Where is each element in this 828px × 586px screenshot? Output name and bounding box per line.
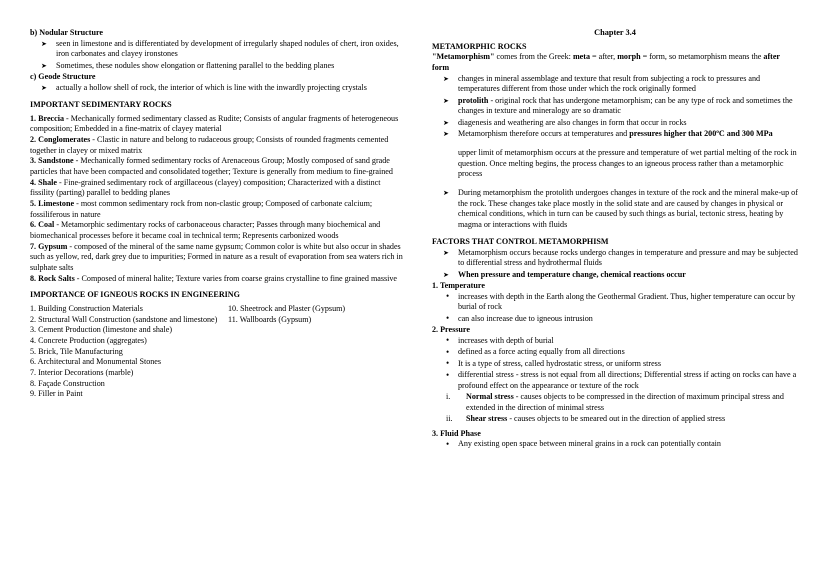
list-item: • It is a type of stress, called hydrostatic stress, or uniform stress [432, 359, 798, 370]
sed-rock-term: Sandstone [38, 156, 74, 166]
sed-rock-number: 1. [30, 113, 37, 123]
greek-meta: meta [572, 52, 591, 62]
list-item: • Any existing open space between mineral grains in a rock can potentially contain [432, 439, 798, 450]
list-item [30, 315, 406, 326]
importance-right [228, 368, 406, 379]
sed-rock-number: 2. [30, 134, 37, 144]
list-item [432, 270, 798, 281]
list-item [432, 96, 798, 117]
list-item [432, 414, 798, 425]
upper-limit-paragraph: upper limit of metamorphism occurs at the pressure and temperature of wet partial melting of the rock in question. Once melting begins, the process changes to an igneous process rather than a metamorphic process [458, 148, 797, 179]
left-column [30, 28, 406, 400]
sed-rock-item [30, 220, 406, 241]
importance-right [228, 357, 406, 368]
list-item [30, 389, 406, 400]
importance-left: 4. Concrete Production (aggregates) [30, 335, 147, 345]
list-item: ➤ Metamorphism occurs because rocks undergo changes in temperature and pressure and may be subjected to differential stress and hydrothermal fluids [432, 248, 798, 269]
pressure-bullet-list [432, 336, 798, 392]
importance-right [228, 336, 406, 347]
sed-rock-term: Rock Salts [38, 273, 75, 283]
fluid-phase-bullet-list [432, 439, 798, 450]
metamorphic-bullet-list-cont [432, 188, 798, 230]
list-item: ➤ seen in limestone and is differentiated by development of irregularly shaped nodules of chert, iron oxides, iron carbonates and clayey ironstones [30, 39, 406, 60]
sed-rock-text: - composed of the mineral of the same name gypsum; Common color is white but also occur in shades such as yellow, red, dark grey due to impurities; Formed in nature as a result of evaporation from sea waters rich in sulphate salts [30, 241, 403, 273]
importance-left: 3. Cement Production (limestone and shale) [30, 325, 173, 335]
sed-rock-term: Gypsum [38, 241, 68, 251]
protolith-term: protolith [458, 95, 489, 105]
definition-after-form: after form [432, 52, 780, 73]
list-item [432, 392, 798, 413]
nodular-structure-list [30, 39, 406, 72]
factor-heading-temperature: 1. Temperature [432, 281, 485, 291]
sed-rock-number: 6. [30, 220, 37, 230]
stress-types-list [432, 392, 798, 425]
temp-pressure-text: Metamorphism therefore occurs at temperatures and [458, 129, 630, 139]
page-title: Chapter 3.4 [594, 28, 636, 37]
definition-mid: comes from the Greek: [494, 52, 573, 62]
list-item: • increases with depth in the Earth along the Geothermal Gradient. Thus, higher temperature can occur by burial of rock [432, 292, 798, 313]
importance-left: 8. Façade Construction [30, 378, 105, 388]
list-item: • defined as a force acting equally from all directions [432, 347, 798, 358]
importance-list [30, 304, 406, 400]
importance-left: 2. Structural Wall Construction (sandstone and limestone) [30, 314, 218, 324]
sed-rock-text: - Composed of mineral halite; Texture varies from coarse grains crystalline to fine grained massive [74, 273, 398, 283]
sed-rock-item [30, 199, 406, 220]
metamorphic-rocks-heading: METAMORPHIC ROCKS [432, 41, 527, 51]
sed-rock-term: Breccia [38, 113, 65, 123]
factors-bullet-list [432, 248, 798, 281]
definition-after: = after, [590, 52, 618, 62]
list-item: ➤ During metamorphism the protolith undergoes changes in texture of the rock and the mineral make-up of the rock. These changes take place mostly in the solid state and are caused by changes in physical or chemical conditions, which in turn can be caused by such things as burial, tectonic stress, heating by magma or interactions with fluids [432, 188, 798, 230]
sed-rock-number: 8. [30, 273, 37, 283]
list-item: • differential stress - stress is not equal from all directions; Differential stress if acting on rocks can have a profound effect on the appearance or texture of the rock [432, 370, 798, 391]
geode-structure-list [30, 83, 406, 94]
sed-rock-term: Shale [38, 177, 58, 187]
list-item [30, 336, 406, 347]
list-item [30, 379, 406, 390]
importance-left: 9. Filler in Paint [30, 389, 83, 399]
sed-rock-item [30, 156, 406, 177]
sed-rock-text: - Clastic in nature and belong to rudaceous group; Consists of rounded fragments cemented together in clayey or mixed matrix [30, 134, 389, 155]
sed-rock-item [30, 135, 406, 156]
list-item: ➤ diagenesis and weathering are also changes in form that occur in rocks [432, 118, 798, 129]
greek-morph: morph [617, 52, 641, 62]
metamorphism-term: "Metamorphism" [432, 52, 495, 62]
list-item: • increases with depth of burial [432, 336, 798, 347]
important-sedimentary-rocks-heading: IMPORTANT SEDIMENTARY ROCKS [30, 100, 172, 110]
importance-left: 6. Architectural and Monumental Stones [30, 357, 162, 367]
shear-stress-term: Shear stress [466, 414, 508, 424]
importance-right [228, 347, 406, 358]
sed-rock-text: - most common sedimentary rock from non-clastic group; Composed of carbonate calcium; fossiliferous in nature [30, 198, 373, 219]
metamorphic-bullet-list [432, 74, 798, 140]
list-item [30, 368, 406, 379]
roman-numeral: i. [446, 392, 451, 402]
importance-right [228, 379, 406, 390]
sed-rock-text: - Metamorphic sedimentary rocks of carbonaceous character; Passes through many biochemical and biomechanical processes before it became coal in technical term; Represents carbonized woods [30, 220, 381, 240]
importance-left: 1. Building Construction Materials [30, 303, 143, 313]
definition-form: = form, so metamorphism means the [640, 52, 764, 62]
list-item [30, 325, 406, 336]
sed-rock-term: Limestone [38, 198, 75, 208]
sed-rock-item [30, 114, 406, 135]
list-item [30, 304, 406, 315]
protolith-text: - original rock that has undergone metamorphism; can be any type of rock and sometimes the changes in texture and mineralogy are so dramatic [458, 95, 793, 116]
importance-right: 11. Wallboards (Gypsum) [228, 314, 312, 324]
sed-rock-number: 3. [30, 156, 37, 166]
shear-stress-text: - causes objects to be smeared out in the direction of applied stress [507, 414, 726, 424]
factor-heading-pressure: 2. Pressure [432, 325, 470, 335]
sed-rock-term: Coal [38, 220, 55, 230]
sed-rock-item [30, 274, 406, 285]
importance-right: 10. Sheetrock and Plaster (Gypsum) [228, 303, 346, 313]
list-item [432, 129, 798, 140]
importance-right [228, 389, 406, 400]
importance-igneous-heading: IMPORTANCE OF IGNEOUS ROCKS IN ENGINEERING [30, 290, 240, 300]
sed-rock-text: - Mechanically formed sedimentary rocks of Arenaceous Group; Mostly composed of sand grade particles that have been compacted and consolidated together; Texture is generally from medium to fine-grained [30, 156, 393, 176]
metamorphism-definition [432, 52, 798, 73]
list-item: • can also increase due to igneous intrusion [432, 314, 798, 325]
factors-heading: FACTORS THAT CONTROL METAMORPHISM [432, 237, 609, 247]
geode-structure-heading: c) Geode Structure [30, 72, 96, 82]
sed-rock-number: 4. [30, 177, 37, 187]
sed-rock-item [30, 178, 406, 199]
importance-left: 7. Interior Decorations (marble) [30, 367, 134, 377]
list-item: ➤ actually a hollow shell of rock, the interior of which is line with the inwardly projecting crystals [30, 83, 406, 94]
nodular-structure-heading: b) Nodular Structure [30, 28, 103, 37]
sed-rock-item [30, 242, 406, 274]
sed-rock-number: 5. [30, 198, 37, 208]
sed-rock-term: Conglomerates [38, 134, 91, 144]
sed-rock-number: 7. [30, 241, 37, 251]
list-item: ➤ changes in mineral assemblage and texture that result from subjecting a rock to pressures and temperatures different from those under which the rock originally formed [432, 74, 798, 95]
roman-numeral: ii. [446, 414, 453, 424]
normal-stress-term: Normal stress [466, 392, 514, 402]
temperature-bullet-list [432, 292, 798, 325]
normal-stress-text: - causes objects to be compressed in the direction of maximum principal stress and extended in the direction of minimal stress [466, 392, 784, 412]
pressure-threshold: pressures higher that 200ºC and 300 MPa [629, 129, 773, 139]
sed-rock-text: - Fine-grained sedimentary rock of argillaceous (clayey) composition; Characterized with a distinct fissility (parting) parallel to bedding planes [30, 177, 381, 198]
list-item [30, 357, 406, 368]
list-item [30, 347, 406, 358]
importance-right [228, 325, 406, 336]
importance-left: 5. Brick, Tile Manufacturing [30, 346, 123, 356]
two-column-layout [30, 28, 798, 451]
factor-heading-fluid-phase: 3. Fluid Phase [432, 428, 481, 438]
chemical-reactions-note: When pressure and temperature change, chemical reactions occur [458, 269, 686, 279]
sed-rock-text: - Mechanically formed sedimentary classed as Rudite; Consists of angular fragments of heterogeneous composition; Embedded in a fine-matrix of clayey material [30, 113, 399, 134]
list-item: ➤ Sometimes, these nodules show elongation or flattening parallel to the bedding planes [30, 61, 406, 72]
right-column [432, 28, 798, 451]
